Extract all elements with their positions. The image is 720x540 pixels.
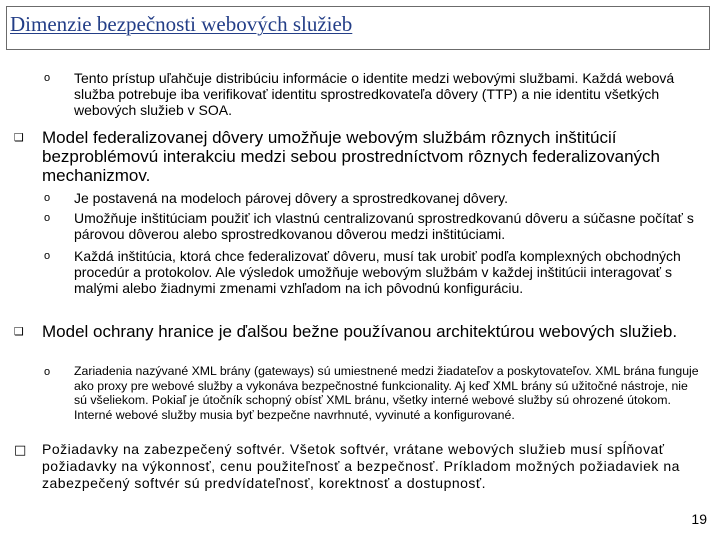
boundary-sub-text: Zariadenia nazývané XML brány (gateways) sú umiestnené medzi žiadateľov a poskytovateľov. XML brána funguje ako proxy pre webové služby a vykonáva bezpečnostné funkcionality. Aj keď XML brány sú užitočné nástroje, nie sú všeliekom. Pokiaľ je útočník schopný obísť XML bránu, všetky interné webové služby sú ohrozené útokom. Interné webové služby musia byť bezpečne navrhnuté, vyvinuté a konfigurované. [74,364,699,423]
federal-sub-text-1: Je postavená na modeloch párovej dôvery a sprostredkovanej dôvery. [74,190,508,206]
secure-software-item [42,441,707,492]
circle-bullet-icon: o [44,366,51,378]
boundary-model-text: je ďalšou bežne používanou architektúrou webových služieb. [213,322,678,341]
square-bullet-icon: ❑ [14,131,24,144]
page-number: 19 [691,511,707,527]
slide-title: Dimenzie bezpečnosti webových služieb [10,12,353,36]
boundary-model-item [42,322,707,341]
circle-bullet-icon: o [44,212,51,224]
square-bullet-icon: ❑ [14,325,24,338]
circle-bullet-icon: o [44,192,51,204]
circle-bullet-icon: o [44,250,51,262]
federal-sub-item-2 [74,210,704,242]
federal-sub-item-3 [74,248,704,297]
secure-software-lead: Požiadavky na zabezpečený softvér [42,441,282,457]
intro-sub-item [74,70,704,119]
intro-sub-text: Tento prístup uľahčuje distribúciu informácie o identite medzi webovými službami. Každá webová služba potrebuje iba verifikovať identitu sprostredkovateľa dôvery (TTP) a nie identitu všetkých webových služieb v SOA. [74,70,675,119]
open-square-bullet-icon: □ [14,443,27,458]
federal-trust-text: umožňuje webovým službám rôznych inštitúcií bezproblémovú interakciu medzi sebou prostredníctvom rôznych federalizovaných mechanizmov. [42,128,660,185]
circle-bullet-icon: o [44,72,51,84]
federal-trust-item [42,128,707,185]
federal-sub-text-3: Každá inštitúcia, ktorá chce federalizovať dôveru, musí tak urobiť podľa komplexných obchodných procedúr a protokolov. Ale výsledok umožňuje webovým službám v každej inštitúcii interagovať s malými alebo žiadnymi zmenami vzhľadom na ich pôvodnú konfiguráciu. [74,248,681,297]
boundary-model-lead: Model ochrany hranice [42,322,214,341]
federal-sub-item-1 [74,190,704,206]
boundary-sub-item [74,364,704,423]
secure-software-text: . Všetok softvér, vrátane webových služieb musí spĺňovať požiadavky na výkonnosť, cenu použiteľnosť a bezpečnosť. Príkladom možných požiadaviek na zabezpečený softvér sú predvídateľnosť, korektnosť a dostupnosť. [42,441,680,491]
federal-trust-lead: Model federalizovanej dôvery [42,128,264,147]
federal-sub-text-2: Umožňuje inštitúciam použiť ich vlastnú centralizovanú sprostredkovanú dôveru a súčasne počítať s párovou dôverou alebo sprostredkovanou dôverou medzi inštitúciami. [74,210,694,243]
